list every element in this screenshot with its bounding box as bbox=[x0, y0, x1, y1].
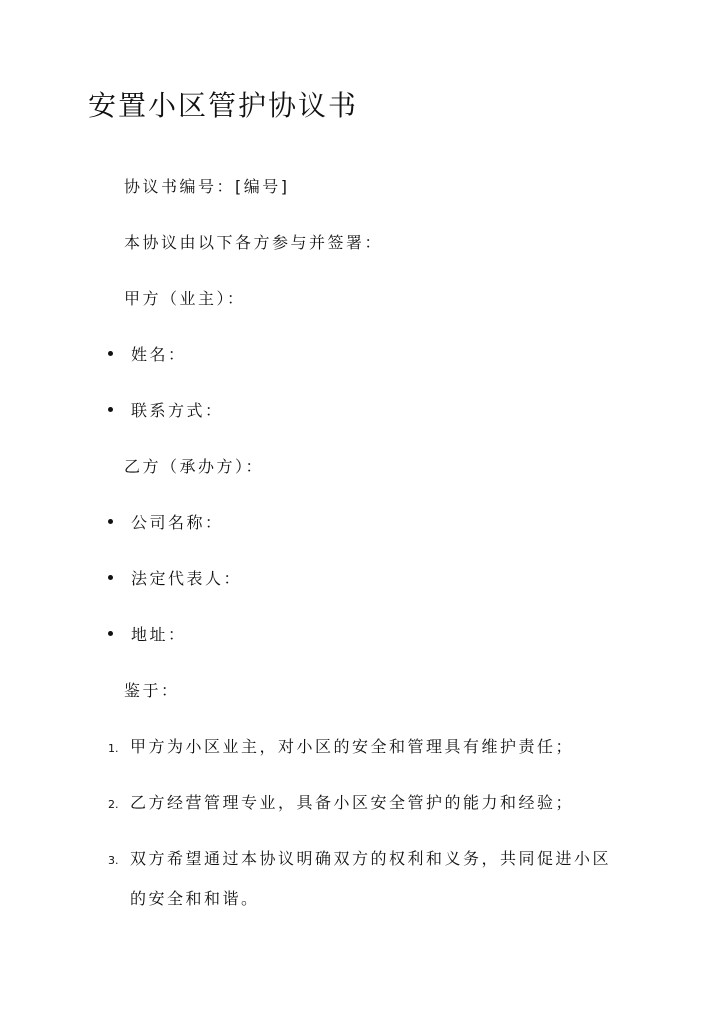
list-item bbox=[108, 399, 224, 423]
party-b-legal-rep-label: 法定代表人： bbox=[131, 569, 243, 588]
bullet-icon bbox=[108, 575, 113, 580]
item-text: 乙方经营管理专业，具备小区安全管护的能力和经验； bbox=[130, 793, 575, 812]
bullet-icon bbox=[108, 351, 113, 356]
list-item bbox=[108, 343, 187, 367]
item-number: 3. bbox=[108, 854, 119, 867]
whereas-heading: 鉴于： bbox=[124, 681, 180, 700]
document-title: 安置小区管护协议书 bbox=[88, 89, 359, 122]
list-item bbox=[108, 623, 187, 647]
agreement-number-line: 协议书编号：[编号] bbox=[124, 177, 290, 196]
party-a-heading: 甲方（业主）： bbox=[124, 289, 246, 308]
party-b-address-label: 地址： bbox=[131, 625, 187, 644]
item-number: 1. bbox=[108, 742, 119, 755]
numbered-item bbox=[108, 735, 574, 761]
bullet-icon bbox=[108, 407, 113, 412]
numbered-item bbox=[108, 791, 574, 817]
list-item bbox=[108, 567, 242, 591]
party-b-heading: 乙方（承办方）： bbox=[124, 457, 265, 476]
list-item bbox=[108, 511, 224, 535]
item-number: 2. bbox=[108, 798, 119, 811]
numbered-item bbox=[108, 847, 611, 873]
bullet-icon bbox=[108, 631, 113, 636]
bullet-icon bbox=[108, 519, 113, 524]
numbered-item-continuation: 的安全和和谐。 bbox=[130, 889, 260, 908]
item-text: 双方希望通过本协议明确双方的权利和义务，共同促进小区 bbox=[130, 849, 612, 868]
party-a-contact-label: 联系方式： bbox=[131, 401, 224, 420]
intro-line: 本协议由以下各方参与并签署： bbox=[124, 233, 384, 252]
item-text: 甲方为小区业主，对小区的安全和管理具有维护责任； bbox=[130, 737, 575, 756]
party-a-name-label: 姓名： bbox=[131, 345, 187, 364]
party-b-company-label: 公司名称： bbox=[131, 513, 224, 532]
